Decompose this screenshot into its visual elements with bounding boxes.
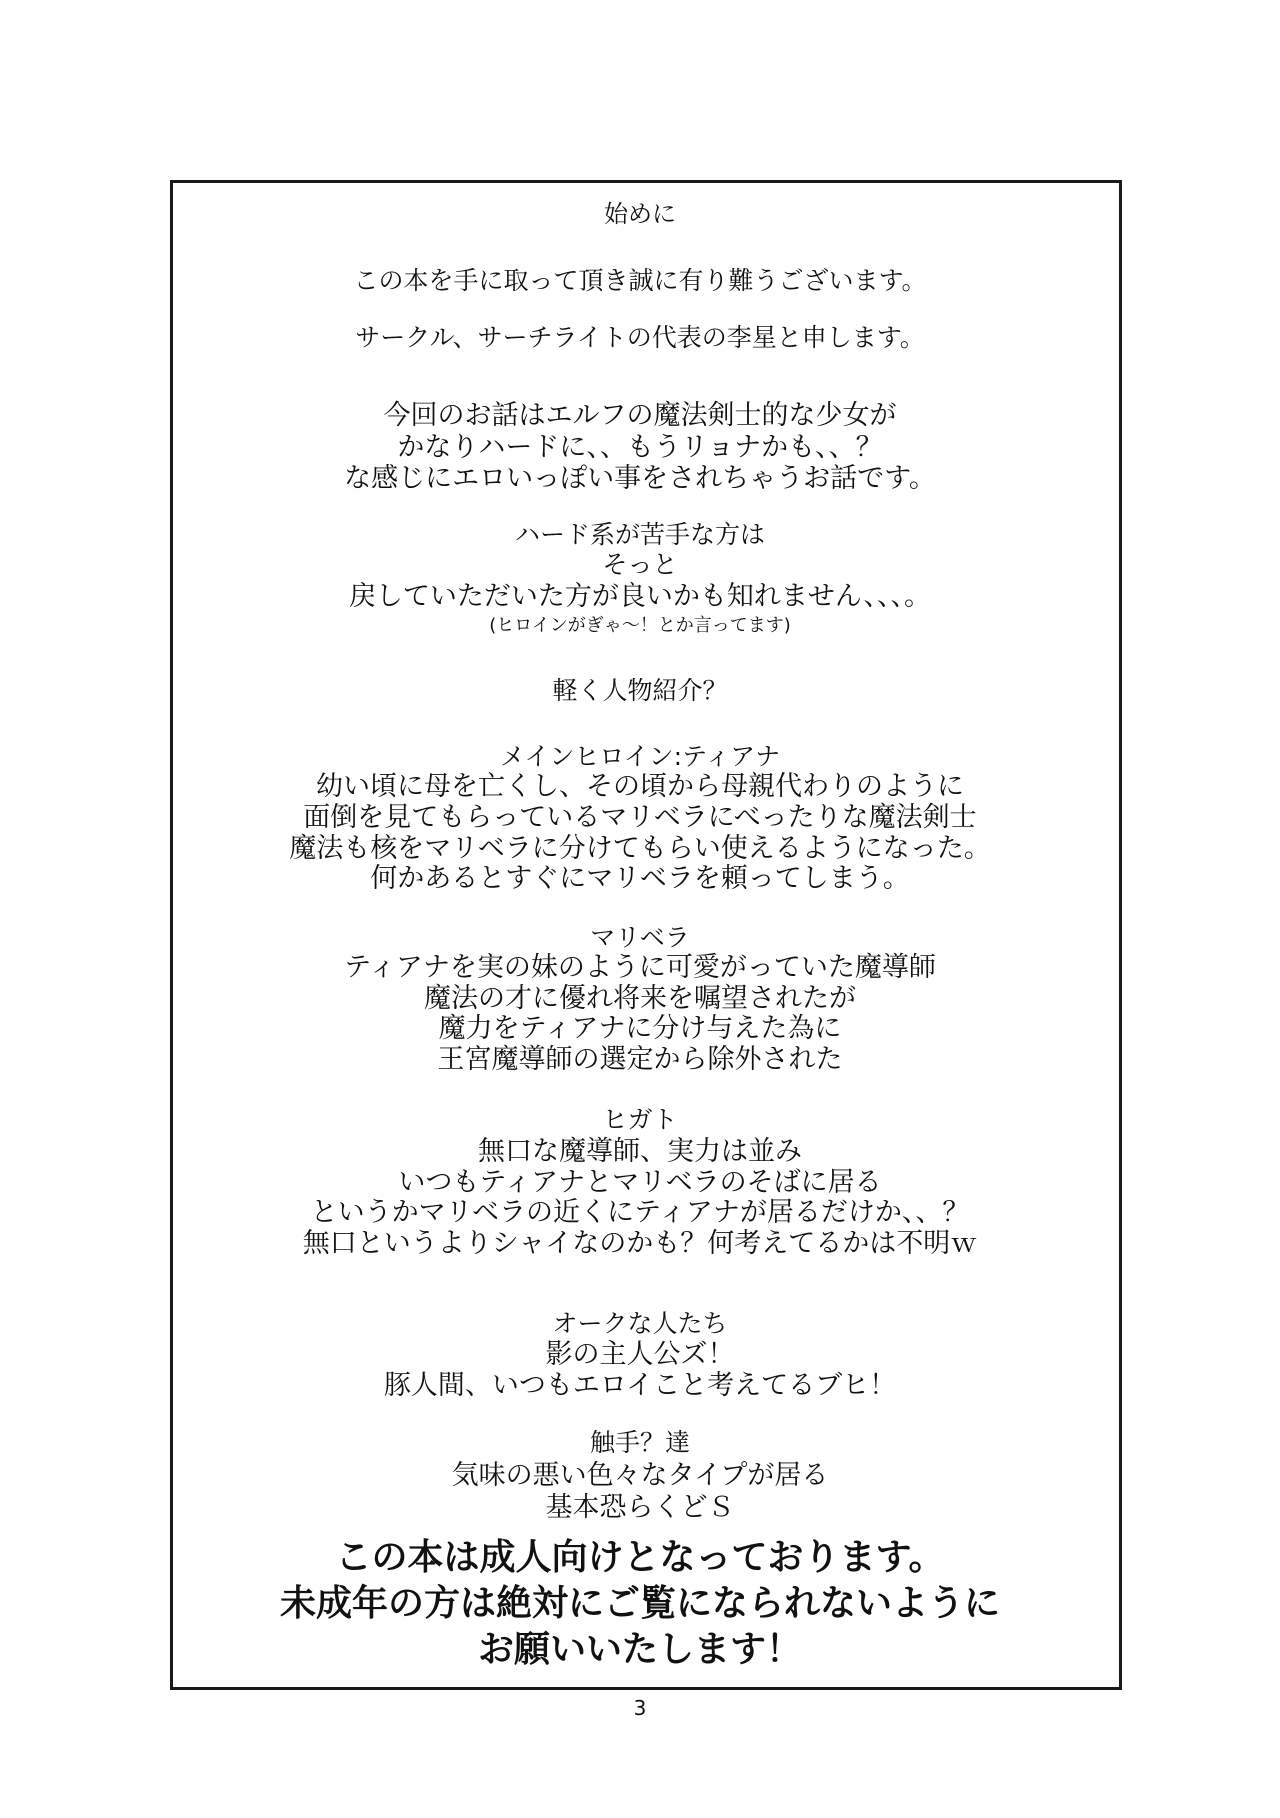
adult-notice-line: お願いいたします！ [477,1629,802,1670]
character-name-higato: ヒガト [602,1105,678,1134]
story-line: な感じにエロいっぽい事をされちゃうお話です。 [344,463,936,494]
character-desc-line: 無口というよりシャイなのかも？何考えてるかは不明ｗ [302,1228,978,1259]
character-name-tentacles: 触手？達 [589,1428,690,1457]
character-desc-line: 魔力をティアナに分け与えた為に [438,1013,842,1044]
character-desc-line: というかマリベラの近くにティアナが居るだけか、、？ [310,1197,970,1228]
character-name-maribera: マリベラ [590,923,690,952]
story-line: かなりハードに、、もうリョナかも、、？ [397,432,883,463]
character-desc-line: 面倒を見てもらっているマリベラにべったりな魔法剣士 [303,802,977,833]
warning-line: 戻していただいた方が良いかも知れません、、、。 [348,581,932,612]
intro-heading: 始めに [604,200,676,228]
adult-notice-line: 未成年の方は絶対にご覧になられないように [279,1583,1000,1624]
character-desc-line: 基本恐らくどＳ [545,1492,735,1523]
character-desc-line: 豚人間、いつもエロイこと考えてるブヒ！ [383,1370,897,1401]
character-name-orcs: オークな人たち [552,1309,728,1338]
warning-line: そっと [602,550,678,579]
character-desc-line: いつもティアナとマリベラのそばに居る [398,1167,882,1198]
characters-heading: 軽く人物紹介？ [552,676,728,705]
character-desc-line: 王宮魔導師の選定から除外された [437,1044,843,1075]
character-desc-line: 魔法も核をマリベラに分けてもらい使えるようになった。 [289,833,991,864]
story-line: 今回のお話はエルフの魔法剣士的な少女が [383,400,897,431]
character-desc-line: ティアナを実の妹のように可愛がっていた魔導師 [344,952,936,983]
character-desc-line: 影の主人公ズ！ [545,1339,735,1370]
character-desc-line: 気味の悪い色々なタイプが居る [451,1460,829,1491]
warning-note: (ヒロインがぎゃ～！とか言ってます) [489,615,791,636]
warning-line: ハード系が苦手な方は [514,520,765,549]
character-desc-line: 何かあるとすぐにマリベラを頼ってしまう。 [370,863,910,894]
page-number: 3 [633,1696,647,1720]
intro-thanks: この本を手に取って頂き誠に有り難うございます。 [353,266,927,295]
adult-notice-line: この本は成人向けとなっております。 [335,1537,945,1578]
intro-circle: サークル、サーチライトの代表の李星と申します。 [355,323,925,352]
character-desc-line: 幼い頃に母を亡くし、その頃から母親代わりのように [316,771,964,802]
character-desc-line: 魔法の才に優れ将来を嘱望されたが [424,983,856,1014]
character-desc-line: 無口な魔導師、実力は並み [478,1136,802,1167]
character-name-tiana: メインヒロイン:ティアナ [499,742,781,771]
